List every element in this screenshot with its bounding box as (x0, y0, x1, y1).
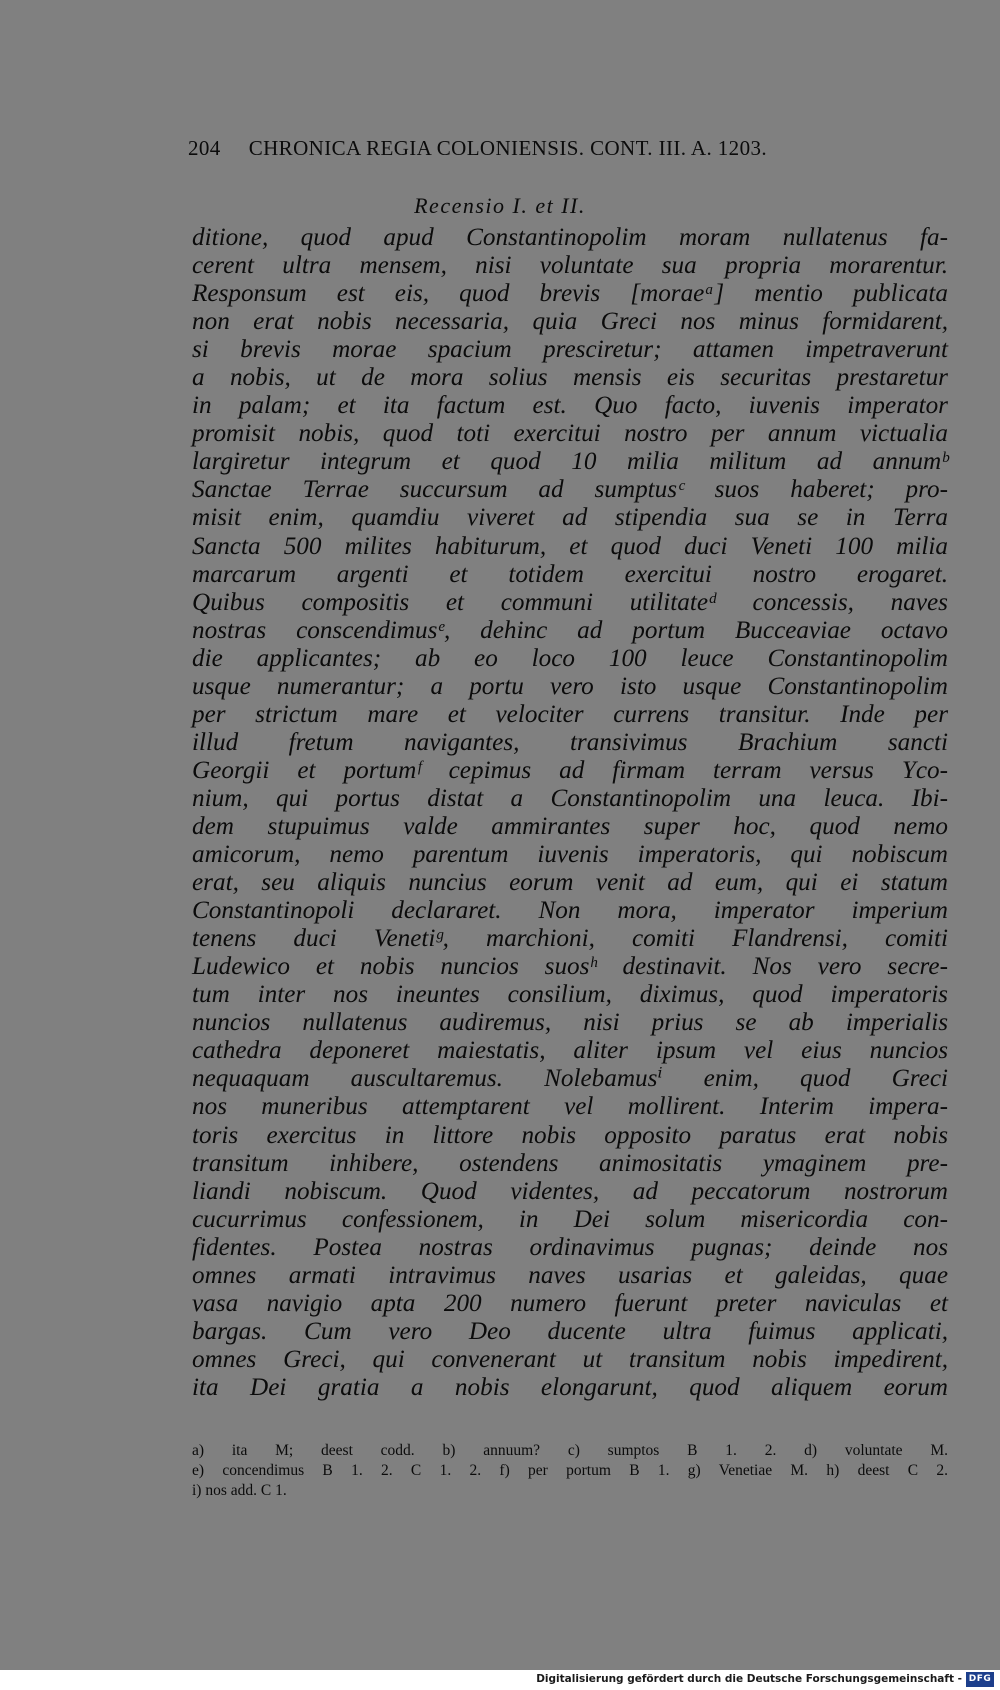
text-line: fidentes. Postea nostras ordinavimus pugnas; deinde nos (192, 1233, 948, 1261)
text-line: cucurrimus confessionem, in Dei solum misericordia con- (192, 1205, 948, 1233)
text-line: si brevis morae spacium presciretur; attamen impetraverunt (192, 336, 948, 364)
text-line: Sanctae Terrae succursum ad sumptusᶜ suos haberet; pro- (192, 476, 948, 504)
text-line: a nobis, ut de mora solius mensis eis securitas prestaretur (192, 364, 948, 392)
text-line: per strictum mare et velociter currens transitur. Inde per (192, 700, 948, 728)
text-line: nium, qui portus distat a Constantinopolim una leuca. Ibi- (192, 784, 948, 812)
text-line: bargas. Cum vero Deo ducente ultra fuimus applicati, (192, 1317, 948, 1345)
text-line: Sancta 500 milites habiturum, et quod duci Veneti 100 milia (192, 532, 948, 560)
text-line: tenens duci Venetiᵍ, marchioni, comiti Flandrensi, comiti (192, 925, 948, 953)
text-line: vasa navigio apta 200 numero fuerunt preter naviculas et (192, 1289, 948, 1317)
text-line: erat, seu aliquis nuncius eorum venit ad eum, qui ei statum (192, 869, 948, 897)
dfg-credit: Digitalisierung gefördert durch die Deutsche Forschungsgemeinschaft - (536, 1673, 962, 1685)
text-line: Ludewico et nobis nuncios suosʰ destinavit. Nos vero secre- (192, 953, 948, 981)
text-line: Georgii et portumᶠ cepimus ad firmam terram versus Yco- (192, 756, 948, 784)
text-line: nos muneribus attemptarent vel mollirent. Interim impera- (192, 1093, 948, 1121)
footnote-line: a) ita M; deest codd. b) annuum? c) sumptos B 1. 2. d) voluntate M. (192, 1442, 948, 1459)
text-line: ditione, quod apud Constantinopolim moram nullatenus fa- (192, 224, 948, 251)
recensio-heading: Recensio I. et II. (414, 193, 586, 218)
text-line: dem stupuimus valde ammirantes super hoc, quod nemo (192, 812, 948, 840)
text-line: Responsum est eis, quod brevis [moraeᵃ] mentio publicata (192, 280, 948, 308)
text-line: cerent ultra mensem, nisi voluntate sua propria morarentur. (192, 252, 948, 280)
text-line: amicorum, nemo parentum iuvenis imperatoris, qui nobiscum (192, 841, 948, 869)
text-line: marcarum argenti et totidem exercitui nostro erogaret. (192, 560, 948, 588)
text-line: Constantinopoli declararet. Non mora, imperator imperium (192, 897, 948, 925)
text-line: toris exercitus in littore nobis opposito paratus erat nobis (192, 1121, 948, 1149)
text-line: omnes Greci, qui convenerant ut transitum nobis impedirent, (192, 1345, 948, 1373)
text-line: promisit nobis, quod toti exercitui nostro per annum victualia (192, 420, 948, 448)
text-line: illud fretum navigantes, transivimus Brachium sancti (192, 728, 948, 756)
text-line: transitum inhibere, ostendens animositatis ymaginem pre- (192, 1149, 948, 1177)
dfg-logo: DFG (966, 1672, 994, 1687)
text-line: nuncios nullatenus audiremus, nisi prius se ab imperialis (192, 1009, 948, 1037)
text-line: cathedra deponeret maiestatis, aliter ipsum vel eius nuncios (192, 1037, 948, 1065)
footnote-line: i) nos add. C 1. (192, 1482, 287, 1499)
text-line: tum inter nos ineuntes consilium, diximus, quod imperatoris (192, 981, 948, 1009)
running-title: CHRONICA REGIA COLONIENSIS. CONT. III. A. 1203. (248, 136, 768, 160)
text-line: nostras conscendimusᵉ, dehinc ad portum Bucceaviae octavo (192, 616, 948, 644)
footnote-line: e) concendimus B 1. 2. C 1. 2. f) per portum B 1. g) Venetiae M. h) deest C 2. (192, 1462, 948, 1479)
text-line: ita Dei gratia a nobis elongarunt, quod aliquem eorum (192, 1373, 948, 1401)
text-line: die applicantes; ab eo loco 100 leuce Constantinopolim (192, 644, 948, 672)
text-line: nequaquam auscultaremus. Nolebamusⁱ enim, quod Greci (192, 1065, 948, 1093)
text-line: largiretur integrum et quod 10 milia militum ad annumᵇ (192, 448, 948, 476)
text-line: misit enim, quamdiu viveret ad stipendia sua se in Terra (192, 504, 948, 532)
page-number: 204 (188, 136, 221, 160)
body-text (192, 224, 948, 1402)
text-line: Quibus compositis et communi utilitateᵈ concessis, naves (192, 588, 948, 616)
text-line: liandi nobiscum. Quod videntes, ad peccatorum nostrorum (192, 1177, 948, 1205)
footnotes (192, 1441, 948, 1501)
text-line: in palam; et ita factum est. Quo facto, iuvenis imperator (192, 392, 948, 420)
text-line: non erat nobis necessaria, quia Greci nos minus formidarent, (192, 308, 948, 336)
text-line: usque numerantur; a portu vero isto usque Constantinopolim (192, 672, 948, 700)
running-header (188, 136, 948, 161)
text-line: omnes armati intravimus naves usarias et galeidas, quae (192, 1261, 948, 1289)
